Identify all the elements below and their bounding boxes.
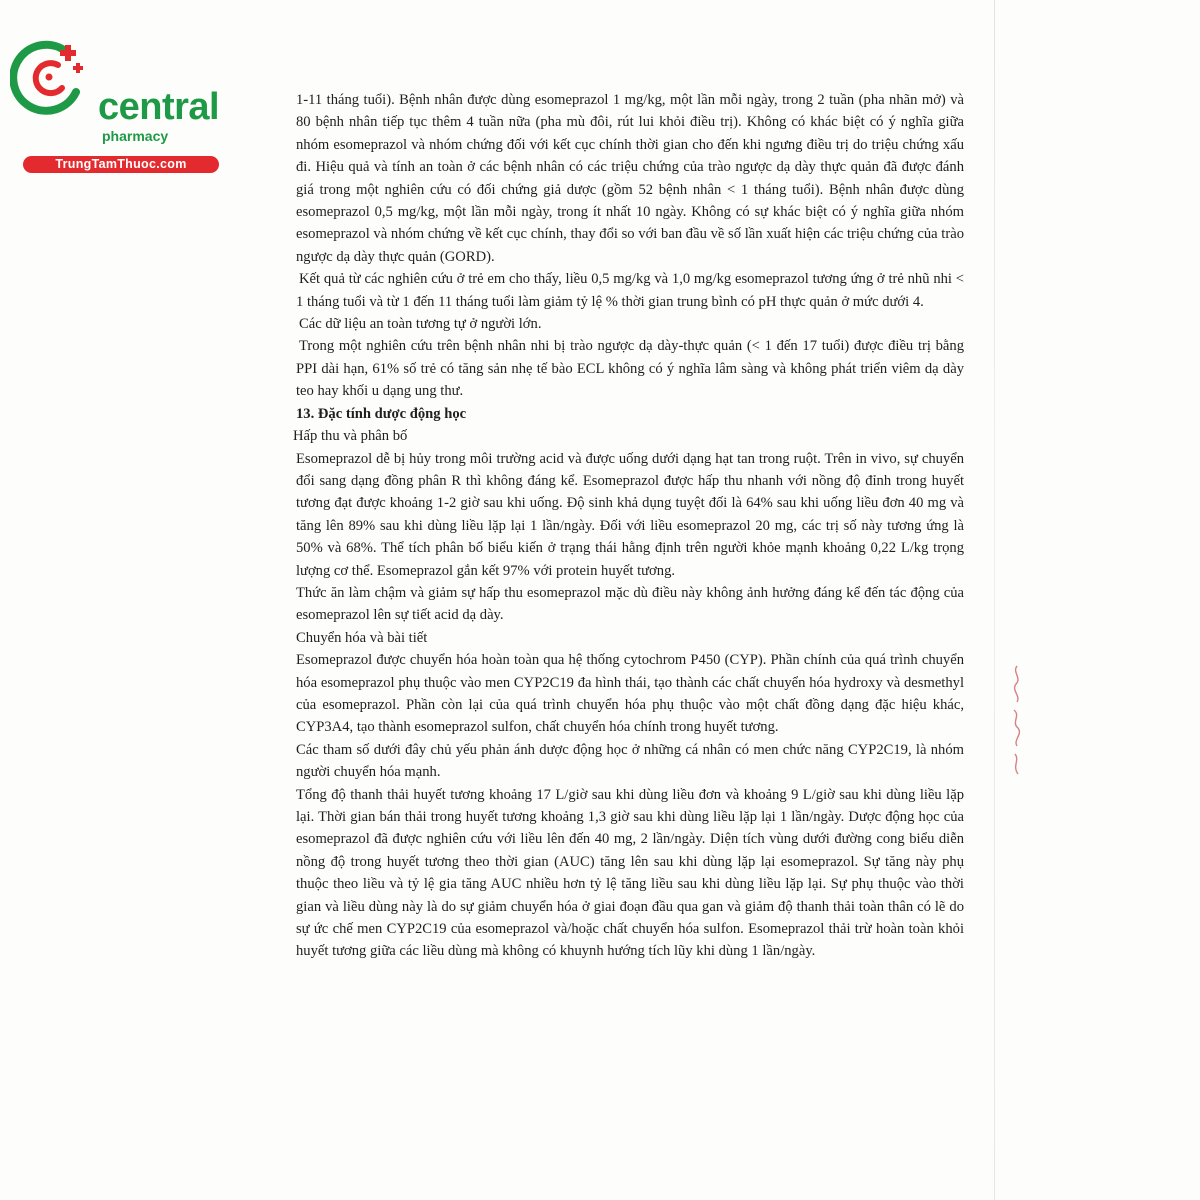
margin-stamp-mark [1008, 662, 1026, 780]
paragraph-pediatric-results: Kết quả từ các nghiên cứu ở trẻ em cho thấy, liều 0,5 mg/kg và 1,0 mg/kg esomeprazol tương ứng ở trẻ nhũ nhi < 1 tháng tuổi và từ 1 đến 11 tháng tuổi làm giảm tỷ lệ % thời gian trung bình có pH thực quản ở mức dưới 4. [296, 271, 964, 310]
page-fold-line [994, 0, 995, 1200]
brand-name: central [98, 86, 220, 128]
paragraph-food-effect: Thức ăn làm chậm và giảm sự hấp thu esomeprazol mặc dù điều này không ảnh hưởng đáng kể đến tác động của esomeprazol lên sự tiết acid dạ dày. [296, 584, 964, 624]
section-heading-pharmacokinetics: 13. Đặc tính dược động học [296, 405, 467, 422]
paragraph-long-term-study: Trong một nghiên cứu trên bệnh nhân nhi bị trào ngược dạ dày-thực quản (< 1 đến 17 tuổi) được điều trị bằng PPI dài hạn, 61% số trẻ có tăng sản nhẹ tế bào ECL không có ý nghĩa lâm sàng và không phát triển viêm dạ dày teo hay khối u dạng ung thư. [296, 338, 964, 400]
brand-subtitle: pharmacy [102, 128, 169, 144]
central-pharmacy-logo[interactable] [10, 38, 220, 171]
paragraph-clearance: Tổng độ thanh thải huyết tương khoảng 17 L/giờ sau khi dùng liều đơn và khoảng 9 L/giờ sau khi dùng liều lặp lại. Thời gian bán thải trong huyết tương khoảng 1,3 giờ sau khi dùng liều lặp lại 1 lần/ngày. Dược động học của esomeprazol đã được nghiên cứu với liều lên đến 40 mg, 2 lần/ngày. Diện tích vùng dưới đường cong biểu diễn nồng độ trong huyết tương theo thời gian (AUC) tăng lên sau khi dùng lặp lại esomeprazol. Sự tăng này phụ thuộc theo liều và tỷ lệ gia tăng AUC nhiều hơn tỷ lệ tăng liều sau khi dùng liều lặp lại. Sự phụ thuộc vào thời gian và liều dùng này là do sự giảm chuyển hóa ở giai đoạn đầu qua gan và giảm độ thanh thải toàn thân có lẽ do sự ức chế men CYP2C19 của esomeprazol và/hoặc chất chuyển hóa sulfon. Esomeprazol thải trừ hoàn toàn khỏi huyết tương giữa các liều dùng mà không có khuynh hướng tích lũy khi dùng 1 lần/ngày. [296, 786, 964, 960]
subheading-absorption: Hấp thu và phân bố [293, 428, 408, 445]
document-body [293, 89, 964, 963]
paragraph-safety-data: Các dữ liệu an toàn tương tự ở người lớn. [299, 316, 542, 333]
website-badge[interactable]: TrungTamThuoc.com [23, 156, 219, 173]
paragraph-parameters: Các tham số dưới đây chủ yếu phản ánh dược động học ở những cá nhân có men chức năng CYP2C19, là nhóm người chuyển hóa mạnh. [296, 741, 964, 781]
pharmacy-cross-ring-icon [10, 38, 100, 118]
paragraph-metabolism: Esomeprazol được chuyển hóa hoàn toàn qua hệ thống cytochrom P450 (CYP). Phần chính của quá trình chuyển hóa esomeprazol phụ thuộc vào men CYP2C19 đa hình thái, tạo thành các chất chuyển hóa hydroxy và desmethyl của esomeprazol. Phần còn lại của quá trình chuyển hóa phụ thuộc vào một chất đồng dạng đặc hiệu khác, CYP3A4, tạo thành esomeprazol sulfon, chất chuyển hóa chính trong huyết tương. [296, 652, 964, 736]
subheading-metabolism: Chuyển hóa và bài tiết [296, 629, 428, 646]
paragraph-trial-results: 1-11 tháng tuổi). Bệnh nhân được dùng esomeprazol 1 mg/kg, một lần mỗi ngày, trong 2 tuần (pha nhãn mở) và 80 bệnh nhân tiếp tục thêm 4 tuần nữa (pha mù đôi, rút lui khỏi điều trị). Không có khác biệt có ý nghĩa giữa nhóm esomeprazol và nhóm chứng đối với kết cục chính thời gian cho đến khi ngưng điều trị do triệu chứng xấu đi. Hiệu quả và tính an toàn ở các bệnh nhân có các triệu chứng của trào ngược dạ dày thực quản đã được đánh giá trong một nghiên cứu có đối chứng giả dược (gồm 52 bệnh nhân < 1 tháng tuổi). Bệnh nhân được dùng esomeprazol 0,5 mg/kg, một lần mỗi ngày, trong ít nhất 10 ngày. Không có sự khác biệt có ý nghĩa giữa nhóm esomeprazol và nhóm chứng về kết cục chính, thay đổi so với ban đầu về số lần xuất hiện các triệu chứng của trào ngược dạ dày thực quản (GORD). [296, 92, 964, 265]
paragraph-absorption: Esomeprazol dễ bị hủy trong môi trường acid và được uống dưới dạng hạt tan trong ruột. Trên in vivo, sự chuyển đổi sang dạng đồng phân R thì không đáng kể. Esomeprazol được hấp thu nhanh với nồng độ đỉnh trong huyết tương đạt được khoảng 1-2 giờ sau khi uống. Độ sinh khả dụng tuyệt đối là 64% sau khi uống liều đơn 40 mg và tăng lên 89% sau khi dùng liều lặp lại 1 lần/ngày. Đối với liều esomeprazol 20 mg, các trị số này tương ứng là 50% và 68%. Thể tích phân bố biểu kiến ở trạng thái hằng định trên người khỏe mạnh khoảng 0,22 L/kg trọng lượng cơ thể. Esomeprazol gắn kết 97% với protein huyết tương. [296, 450, 964, 579]
